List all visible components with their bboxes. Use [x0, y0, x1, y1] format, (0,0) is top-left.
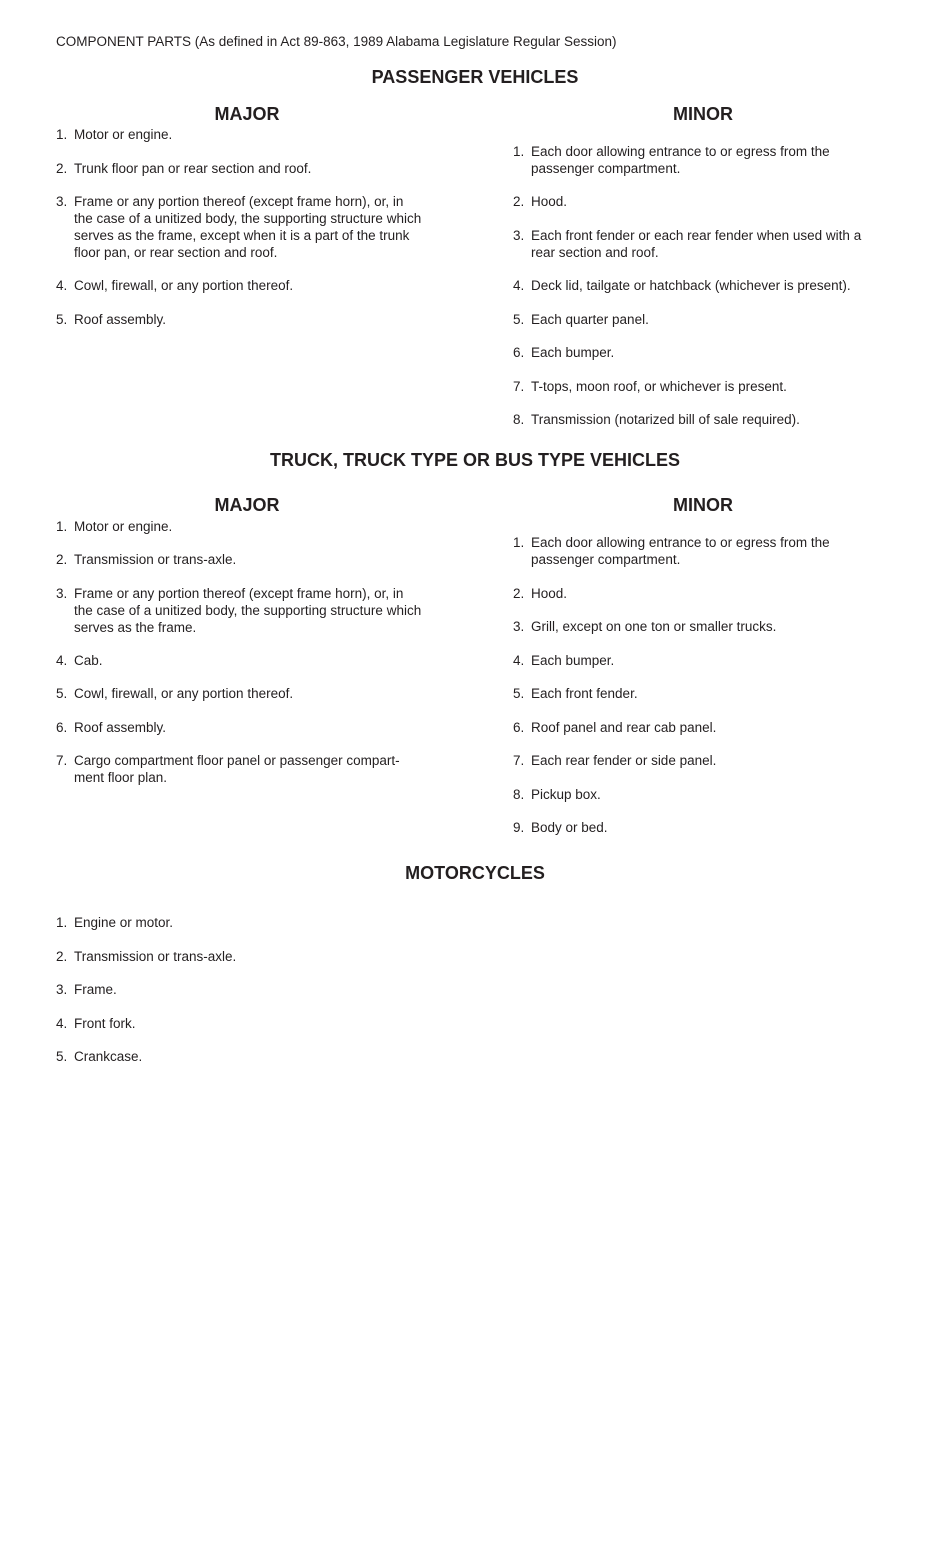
intro-text: COMPONENT PARTS (As defined in Act 89-863, 1989 Alabama Legislature Regular Session) — [56, 34, 617, 49]
item-text-line: Each bumper. — [531, 653, 615, 668]
item-text — [531, 618, 776, 635]
item-number: 3. — [513, 228, 525, 243]
item-number: 4. — [56, 653, 68, 668]
item-text-line: Each front fender. — [531, 686, 638, 701]
item-text — [531, 311, 649, 328]
item-text-line: Cowl, firewall, or any portion thereof. — [74, 278, 294, 293]
item-number: 4. — [513, 278, 525, 293]
item-number: 1. — [513, 144, 525, 159]
item-text — [74, 311, 166, 328]
item-text — [74, 160, 311, 177]
item-text — [531, 344, 614, 361]
item-text-line: Trunk floor pan or rear section and roof. — [74, 161, 312, 176]
item-text — [74, 518, 172, 535]
item-text — [531, 227, 861, 261]
item-text — [74, 551, 236, 568]
item-number: 5. — [513, 312, 525, 327]
item-text — [531, 752, 716, 769]
item-text-line: Hood. — [531, 586, 568, 601]
item-text — [74, 1015, 136, 1032]
item-text-line: Body or bed. — [531, 820, 608, 835]
item-text-line: Roof panel and rear cab panel. — [531, 720, 717, 735]
item-text-line: serves as the frame, except when it is a part of the trunk — [74, 228, 410, 243]
item-text — [531, 819, 608, 836]
item-text-line: Motor or engine. — [74, 519, 173, 534]
passenger-minor-heading: MINOR — [673, 104, 733, 124]
item-text-line: Each door allowing entrance to or egress from the — [531, 535, 830, 550]
item-text-line: Each door allowing entrance to or egress from the — [531, 144, 830, 159]
item-text — [74, 981, 117, 998]
truck-vehicles-title: TRUCK, TRUCK TYPE OR BUS TYPE VEHICLES — [269, 450, 681, 470]
item-number: 5. — [513, 686, 525, 701]
item-text-line: passenger compartment. — [531, 552, 681, 567]
item-text-line: the case of a unitized body, the supporting structure which — [74, 603, 422, 618]
item-number: 5. — [56, 686, 68, 701]
item-text-line: Crankcase. — [74, 1049, 143, 1064]
item-number: 6. — [513, 345, 525, 360]
item-number: 7. — [513, 753, 525, 768]
item-text-line: Deck lid, tailgate or hatchback (whichever is present). — [531, 278, 851, 293]
item-text-line: floor pan, or rear section and roof. — [74, 245, 278, 260]
item-text — [74, 277, 293, 294]
item-text — [531, 685, 638, 702]
item-text-line: Frame or any portion thereof (except frame horn), or, in — [74, 586, 404, 601]
item-number: 4. — [56, 278, 68, 293]
item-number: 8. — [513, 787, 525, 802]
item-text-line: Pickup box. — [531, 787, 601, 802]
item-number: 2. — [513, 194, 525, 209]
item-text — [74, 1048, 142, 1065]
item-text-line: Each bumper. — [531, 345, 615, 360]
item-text — [74, 948, 236, 965]
item-number: 6. — [513, 720, 525, 735]
item-text — [531, 193, 567, 210]
item-number: 1. — [56, 127, 68, 142]
item-text-line: T-tops, moon roof, or whichever is present. — [531, 379, 787, 394]
item-number: 2. — [56, 949, 68, 964]
item-number: 7. — [513, 379, 525, 394]
item-text — [531, 378, 787, 395]
item-number: 7. — [56, 753, 68, 768]
item-text — [531, 534, 830, 568]
item-text-line: Frame or any portion thereof (except frame horn), or, in — [74, 194, 404, 209]
item-text-line: Each quarter panel. — [531, 312, 649, 327]
item-number: 3. — [513, 619, 525, 634]
item-number: 5. — [56, 1049, 68, 1064]
item-number: 3. — [56, 982, 68, 997]
item-text-line: Cargo compartment floor panel or passenger compart- — [74, 753, 400, 768]
item-text-line: Grill, except on one ton or smaller trucks. — [531, 619, 777, 634]
item-text-line: ment floor plan. — [74, 770, 168, 785]
item-number: 4. — [56, 1016, 68, 1031]
passenger-major-heading: MAJOR — [214, 104, 280, 124]
item-text — [74, 652, 103, 669]
item-text-line: Motor or engine. — [74, 127, 173, 142]
item-number: 2. — [513, 586, 525, 601]
item-number: 4. — [513, 653, 525, 668]
truck-major-heading: MAJOR — [214, 495, 280, 515]
item-text-line: Engine or motor. — [74, 915, 174, 930]
item-text — [531, 411, 800, 428]
item-text — [531, 585, 567, 602]
item-text-line: Transmission (notarized bill of sale required). — [531, 412, 800, 427]
item-text-line: Frame. — [74, 982, 117, 997]
item-text — [531, 652, 614, 669]
item-number: 2. — [56, 161, 68, 176]
item-text — [74, 193, 421, 261]
item-text — [74, 719, 166, 736]
item-text — [531, 143, 830, 177]
item-number: 3. — [56, 194, 68, 209]
item-number: 9. — [513, 820, 525, 835]
item-text — [74, 914, 173, 931]
item-number: 8. — [513, 412, 525, 427]
item-text-line: Each front fender or each rear fender when used with a — [531, 228, 862, 243]
item-number: 6. — [56, 720, 68, 735]
item-text — [531, 719, 716, 736]
item-text — [74, 585, 421, 636]
truck-minor-heading: MINOR — [673, 495, 733, 515]
item-number: 1. — [513, 535, 525, 550]
item-text-line: Hood. — [531, 194, 568, 209]
item-text-line: Transmission or trans-axle. — [74, 552, 237, 567]
item-text-line: Cowl, firewall, or any portion thereof. — [74, 686, 294, 701]
item-text-line: Front fork. — [74, 1016, 136, 1031]
item-number: 1. — [56, 519, 68, 534]
item-text — [74, 126, 172, 143]
motorcycles-title: MOTORCYCLES — [405, 863, 545, 883]
item-text-line: rear section and roof. — [531, 245, 659, 260]
item-number: 5. — [56, 312, 68, 327]
item-text-line: Each rear fender or side panel. — [531, 753, 717, 768]
item-number: 3. — [56, 586, 68, 601]
item-number: 1. — [56, 915, 68, 930]
item-text-line: passenger compartment. — [531, 161, 681, 176]
item-text-line: Cab. — [74, 653, 103, 668]
item-text — [531, 786, 601, 803]
item-text-line: the case of a unitized body, the supporting structure which — [74, 211, 422, 226]
item-text-line: Roof assembly. — [74, 312, 167, 327]
item-text — [74, 752, 400, 786]
item-text-line: serves as the frame. — [74, 620, 197, 635]
item-text-line: Transmission or trans-axle. — [74, 949, 237, 964]
item-text — [531, 277, 851, 294]
item-text-line: Roof assembly. — [74, 720, 167, 735]
item-text — [74, 685, 293, 702]
item-number: 2. — [56, 552, 68, 567]
passenger-vehicles-title: PASSENGER VEHICLES — [371, 67, 579, 87]
